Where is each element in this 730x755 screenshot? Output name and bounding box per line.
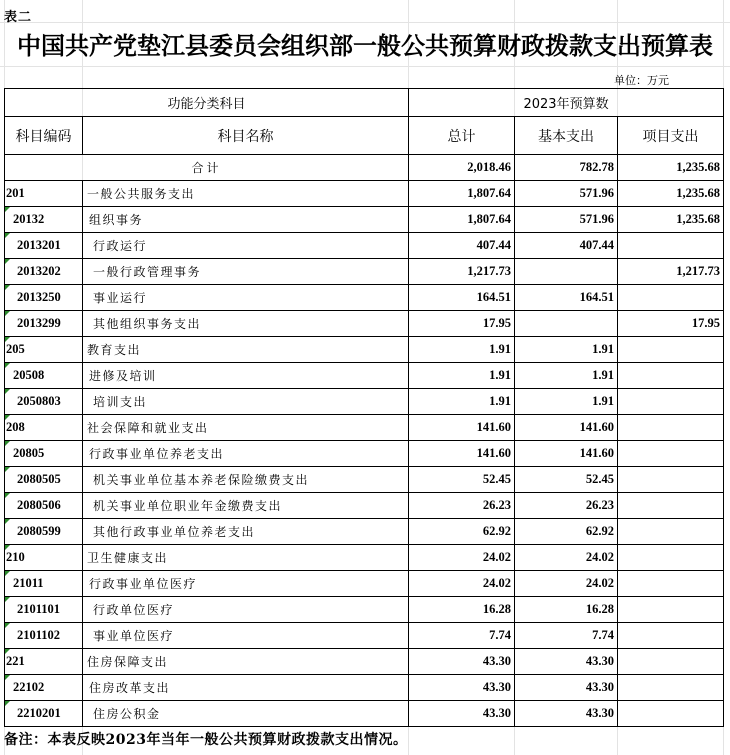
cell-marker-icon [5,233,10,238]
cell-marker-icon [5,623,10,628]
table-row [5,441,724,467]
row-basic[interactable]: 141.60 [515,441,618,467]
header-code[interactable]: 科目编码 [5,117,83,155]
row-total[interactable]: 43.30 [409,675,515,701]
row-name[interactable]: 行政事业单位医疗 [83,571,409,597]
table-row [5,467,724,493]
page-title: 中国共产党垫江县委员会组织部一般公共预算财政拨款支出预算表 [17,32,713,60]
row-name[interactable]: 行政运行 [83,233,409,259]
row-total[interactable]: 7.74 [409,623,515,649]
row-name[interactable]: 行政事业单位养老支出 [83,441,409,467]
row-name[interactable]: 机关事业单位基本养老保险缴费支出 [83,467,409,493]
row-project[interactable] [618,415,724,441]
table-row [5,649,724,675]
row-name[interactable]: 机关事业单位职业年金缴费支出 [83,493,409,519]
row-total[interactable]: 24.02 [409,545,515,571]
row-total[interactable]: 43.30 [409,649,515,675]
row-code[interactable]: 2013201 [5,233,83,259]
row-code[interactable]: 2080506 [5,493,83,519]
row-project[interactable] [618,571,724,597]
row-basic[interactable]: 571.96 [515,207,618,233]
row-total[interactable]: 1.91 [409,363,515,389]
row-total[interactable]: 141.60 [409,415,515,441]
row-total[interactable]: 62.92 [409,519,515,545]
table-row [5,597,724,623]
row-code[interactable]: 20805 [5,441,83,467]
total-total[interactable]: 2,018.46 [409,155,515,181]
row-total[interactable]: 1,807.64 [409,181,515,207]
table-row [5,233,724,259]
unit-label: 单位：万元 [614,74,669,87]
row-project[interactable]: 1,235.68 [618,207,724,233]
cell-marker-icon [5,519,10,524]
row-basic[interactable]: 164.51 [515,285,618,311]
row-total[interactable]: 141.60 [409,441,515,467]
header-row-group [5,89,724,117]
row-name[interactable]: 一般公共服务支出 [83,181,409,207]
row-name[interactable]: 事业单位医疗 [83,623,409,649]
total-basic[interactable]: 782.78 [515,155,618,181]
row-code[interactable]: 208 [5,415,83,441]
cell-marker-icon [5,467,10,472]
row-code[interactable]: 2013202 [5,259,83,285]
row-code[interactable]: 2013250 [5,285,83,311]
row-code[interactable]: 22102 [5,675,83,701]
row-code[interactable]: 2013299 [5,311,83,337]
row-basic[interactable]: 407.44 [515,233,618,259]
row-name[interactable]: 组织事务 [83,207,409,233]
row-total[interactable]: 1,807.64 [409,207,515,233]
header-budget-group[interactable]: 2023年预算数 [409,89,724,117]
header-name[interactable]: 科目名称 [83,117,409,155]
cell-marker-icon [5,545,10,550]
row-basic[interactable]: 43.30 [515,649,618,675]
row-total[interactable]: 52.45 [409,467,515,493]
row-name[interactable]: 其他行政事业单位养老支出 [83,519,409,545]
row-code[interactable]: 20508 [5,363,83,389]
row-total[interactable]: 407.44 [409,233,515,259]
row-code[interactable]: 2050803 [5,389,83,415]
table-row [5,415,724,441]
row-total[interactable]: 1,217.73 [409,259,515,285]
row-project[interactable] [618,233,724,259]
cell-marker-icon [5,649,10,654]
row-code[interactable]: 201 [5,181,83,207]
cell-marker-icon [5,285,10,290]
row-project[interactable] [618,467,724,493]
row-code[interactable]: 2080599 [5,519,83,545]
total-project[interactable]: 1,235.68 [618,155,724,181]
cell-marker-icon [5,311,10,316]
row-total[interactable]: 26.23 [409,493,515,519]
cell-marker-icon [5,389,10,394]
sheet-label: 表二 [4,10,33,25]
gridline [0,22,730,23]
table-row [5,493,724,519]
gridline [0,66,730,67]
row-basic[interactable] [515,311,618,337]
row-code[interactable]: 20132 [5,207,83,233]
row-basic[interactable]: 62.92 [515,519,618,545]
row-code[interactable]: 2101102 [5,623,83,649]
row-project[interactable] [618,519,724,545]
row-basic[interactable]: 24.02 [515,571,618,597]
table-row [5,519,724,545]
row-basic[interactable]: 141.60 [515,415,618,441]
row-project[interactable] [618,649,724,675]
row-code[interactable]: 21011 [5,571,83,597]
budget-table [4,88,724,727]
row-code[interactable]: 2080505 [5,467,83,493]
row-code[interactable]: 2210201 [5,701,83,727]
cell-marker-icon [5,207,10,212]
row-name[interactable]: 一般行政管理事务 [83,259,409,285]
cell-marker-icon [5,415,10,420]
table-row [5,259,724,285]
row-project[interactable] [618,441,724,467]
cell-marker-icon [5,675,10,680]
table-row [5,701,724,727]
row-basic[interactable]: 43.30 [515,675,618,701]
row-project[interactable] [618,389,724,415]
row-name[interactable]: 卫生健康支出 [83,545,409,571]
row-project[interactable] [618,675,724,701]
table-row [5,545,724,571]
row-basic[interactable]: 52.45 [515,467,618,493]
row-total[interactable]: 164.51 [409,285,515,311]
row-basic[interactable]: 1.91 [515,389,618,415]
cell-marker-icon [5,259,10,264]
row-basic[interactable]: 1.91 [515,337,618,363]
row-project[interactable] [618,493,724,519]
row-name[interactable]: 进修及培训 [83,363,409,389]
row-code[interactable]: 221 [5,649,83,675]
cell-marker-icon [5,571,10,576]
row-project[interactable]: 1,235.68 [618,181,724,207]
row-name[interactable]: 住房保障支出 [83,649,409,675]
row-total[interactable]: 24.02 [409,571,515,597]
row-name[interactable]: 事业运行 [83,285,409,311]
cell-marker-icon [5,441,10,446]
row-name[interactable]: 其他组织事务支出 [83,311,409,337]
cell-marker-icon [5,493,10,498]
row-total[interactable]: 1.91 [409,389,515,415]
table-row [5,389,724,415]
row-basic[interactable]: 7.74 [515,623,618,649]
row-project[interactable] [618,597,724,623]
table-row [5,285,724,311]
row-basic[interactable]: 16.28 [515,597,618,623]
row-project[interactable] [618,545,724,571]
row-total[interactable]: 43.30 [409,701,515,727]
row-name[interactable]: 行政单位医疗 [83,597,409,623]
row-name[interactable]: 住房公积金 [83,701,409,727]
table-row [5,675,724,701]
row-project[interactable] [618,285,724,311]
row-total[interactable]: 16.28 [409,597,515,623]
cell-marker-icon [5,597,10,602]
row-basic[interactable]: 1.91 [515,363,618,389]
row-basic[interactable]: 24.02 [515,545,618,571]
header-row-columns [5,117,724,155]
row-code[interactable]: 205 [5,337,83,363]
row-total[interactable]: 17.95 [409,311,515,337]
cell-marker-icon [5,337,10,342]
row-basic[interactable] [515,259,618,285]
table-row [5,207,724,233]
row-project[interactable]: 1,217.73 [618,259,724,285]
row-basic[interactable]: 43.30 [515,701,618,727]
cell-marker-icon [5,363,10,368]
row-project[interactable] [618,701,724,727]
table-row [5,311,724,337]
footnote: 备注：本表反映2023年当年一般公共预算财政拨款支出情况。 [4,732,408,748]
header-total[interactable]: 总计 [409,117,515,155]
row-total[interactable]: 1.91 [409,337,515,363]
cell-marker-icon [5,701,10,706]
row-name[interactable]: 住房改革支出 [83,675,409,701]
row-project[interactable] [618,337,724,363]
row-basic[interactable]: 571.96 [515,181,618,207]
row-name[interactable]: 培训支出 [83,389,409,415]
row-project[interactable] [618,363,724,389]
row-project[interactable] [618,623,724,649]
header-basic[interactable]: 基本支出 [515,117,618,155]
header-project[interactable]: 项目支出 [618,117,724,155]
row-code[interactable]: 210 [5,545,83,571]
row-name[interactable]: 教育支出 [83,337,409,363]
table-row [5,623,724,649]
header-category-group[interactable]: 功能分类科目 [5,89,409,117]
table-row [5,337,724,363]
table-row [5,363,724,389]
row-project[interactable]: 17.95 [618,311,724,337]
row-name[interactable]: 社会保障和就业支出 [83,415,409,441]
row-code[interactable]: 2101101 [5,597,83,623]
total-row [5,155,724,181]
row-basic[interactable]: 26.23 [515,493,618,519]
table-row [5,181,724,207]
total-label[interactable]: 合计 [5,155,409,181]
table-row [5,571,724,597]
